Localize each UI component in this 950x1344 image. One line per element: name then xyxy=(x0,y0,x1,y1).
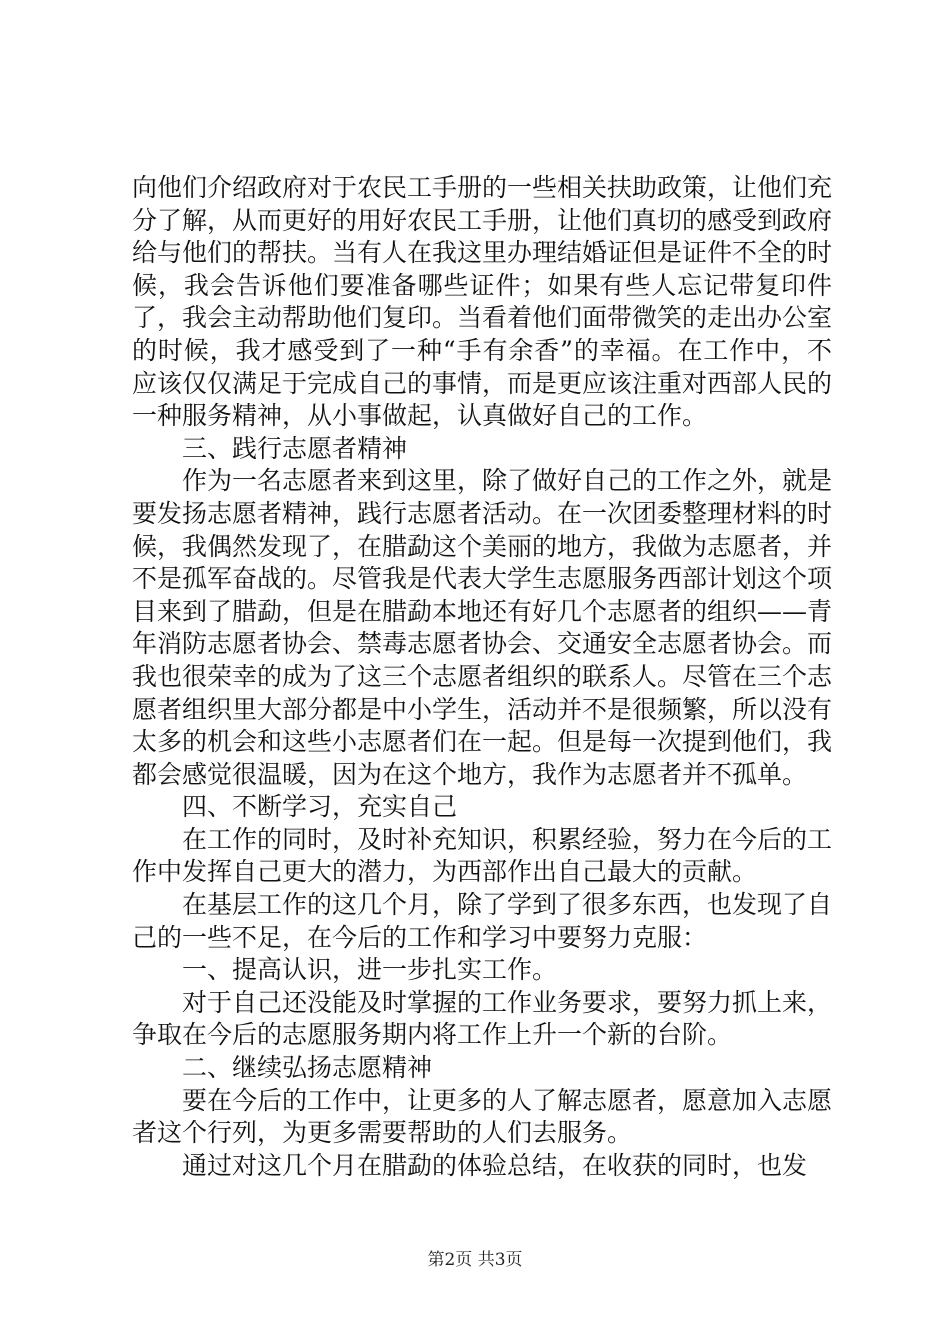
heading-practice-volunteer-spirit: 三、践行志愿者精神 xyxy=(182,433,408,463)
heading-keep-learning: 四、不断学习，充实自己 xyxy=(182,792,458,822)
paragraph-shortcomings: 在基层工作的这几个月，除了学到了很多东西，也发现了自己的一些不足，在今后的工作和学习中要努力克服： xyxy=(132,890,833,952)
paragraph-volunteer: 作为一名志愿者来到这里，除了做好自己的工作之外，就是要发扬志愿者精神，践行志愿者活动。在一次团委整理材料的时候，我偶然发现了，在腊勐这个美丽的地方，我做为志愿者，并不是孤军奋战的。尽管我是代表大学生志愿服务西部计划这个项目来到了腊勐，但是在腊勐本地还有好几个志愿者的组织——青年消防志愿者协会、禁毒志愿者协会、交通安全志愿者协会。而我也很荣幸的成为了这三个志愿者组织的联系人。尽管在三个志愿者组织里大部分都是中小学生，活动并不是很频繁，所以没有太多的机会和这些小志愿者们在一起。但是每一次提到他们，我都会感觉很温暖，因为在这个地方，我作为志愿者并不孤单。 xyxy=(132,466,833,789)
paragraph-summary: 通过对这几个月在腊勐的体验总结，在收获的同时，也发 xyxy=(182,1150,808,1180)
paragraph-spirit: 要在今后的工作中，让更多的人了解志愿者，愿意加入志愿者这个行列，为更多需要帮助的人们去服务。 xyxy=(132,1085,833,1148)
heading-volunteer-spirit: 二、继续弘扬志愿精神 xyxy=(182,1053,433,1083)
paragraph-continuation: 向他们介绍政府对于农民工手册的一些相关扶助政策，让他们充分了解，从而更好的用好农民工手册，让他们真切的感受到政府给与他们的帮扶。当有人在我这里办理结婚证但是证件不全的时候，我会告诉他们要准备哪些证件；如果有些人忘记带复印件了，我会主动帮助他们复印。当看着他们面带微笑的走出办公室的时候，我才感受到了一种“手有余香”的幸福。在工作中，不应该仅仅满足于完成自己的事情，而是更应该注重对西部人民的一种服务精神，从小事做起，认真做好自己的工作。 xyxy=(132,173,833,431)
paragraph-learning: 在工作的同时，及时补充知识，积累经验，努力在今后的工作中发挥自己更大的潜力，为西部作出自己最大的贡献。 xyxy=(132,824,833,887)
heading-improve-awareness: 一、提高认识，进一步扎实工作。 xyxy=(182,955,558,985)
page-footer: 第2页 共3页 xyxy=(427,1250,523,1270)
paragraph-improve: 对于自己还没能及时掌握的工作业务要求，要努力抓上来，争取在今后的志愿服务期内将工作上升一个新的台阶。 xyxy=(132,987,833,1050)
document-body xyxy=(132,172,832,1182)
